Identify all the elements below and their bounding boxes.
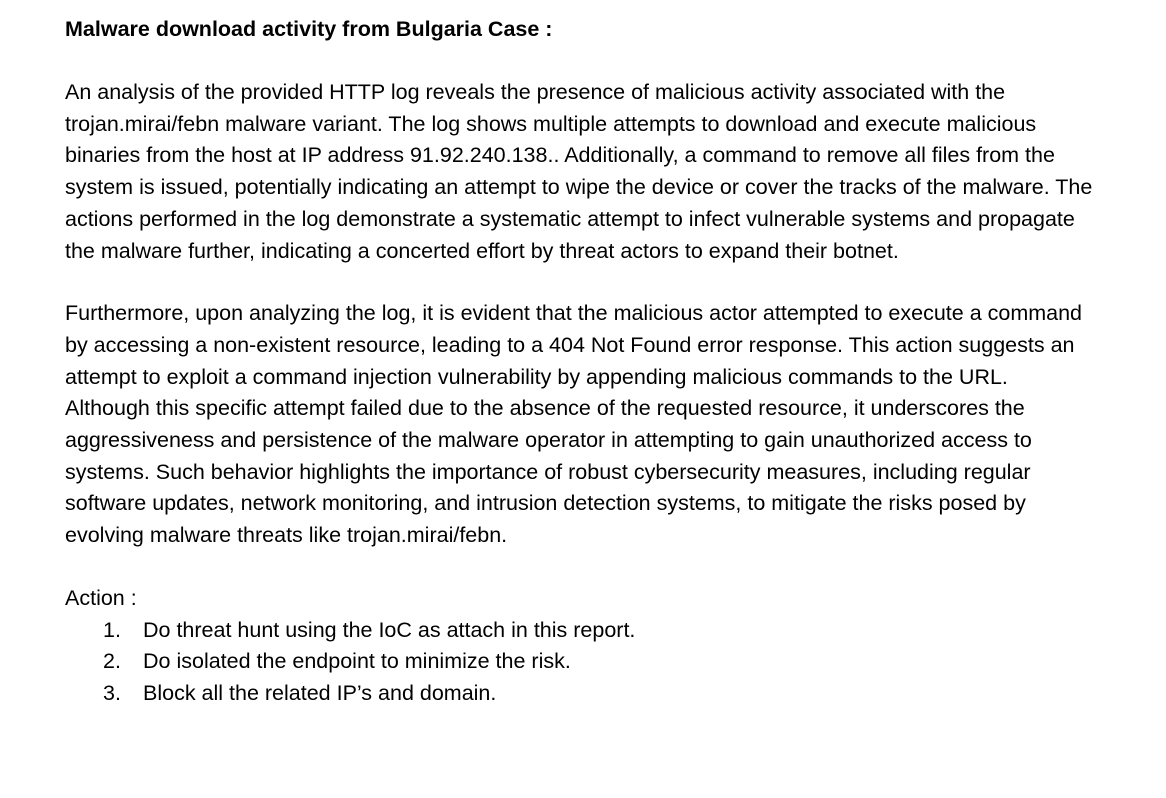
list-item [103, 678, 1095, 710]
analysis-paragraph: An analysis of the provided HTTP log reveals the presence of malicious activity associated with the trojan.mirai/febn malware variant. The log shows multiple attempts to download and execute malicious binaries from the host at IP address 91.92.240.138.. Additionally, a command to remove all files from the system is issued, potentially indicating an attempt to wipe the device or cover the tracks of the malware. The actions performed in the log demonstrate a systematic attempt to infect vulnerable systems and propagate the malware further, indicating a concerted effort by threat actors to expand their botnet. [65, 80, 1093, 263]
list-item-text: Do isolated the endpoint to minimize the risk. [143, 649, 571, 674]
list-item [103, 646, 1095, 678]
list-item-number: 3. [103, 680, 121, 705]
list-item-text: Do threat hunt using the IoC as attach in this report. [143, 617, 636, 642]
findings-paragraph: Furthermore, upon analyzing the log, it is evident that the malicious actor attempted to execute a command by accessing a non-existent resource, leading to a 404 Not Found error response. This action suggests an attempt to exploit a command injection vulnerability by appending malicious commands to the URL. Although this specific attempt failed due to the absence of the requested resource, it underscores the aggressiveness and persistence of the malware operator in attempting to gain unauthorized access to systems. Such behavior highlights the importance of robust cybersecurity measures, including regular software updates, network monitoring, and intrusion detection systems, to mitigate the risks posed by evolving malware threats like trojan.mirai/febn. [65, 301, 1083, 548]
list-item [103, 615, 1095, 647]
list-item-number: 1. [103, 617, 121, 642]
action-label: Action : [65, 585, 137, 610]
document-title: Malware download activity from Bulgaria Case : [65, 17, 553, 41]
list-item-number: 2. [103, 649, 121, 674]
list-item-text: Block all the related IP’s and domain. [143, 680, 497, 705]
action-list [65, 615, 1095, 710]
